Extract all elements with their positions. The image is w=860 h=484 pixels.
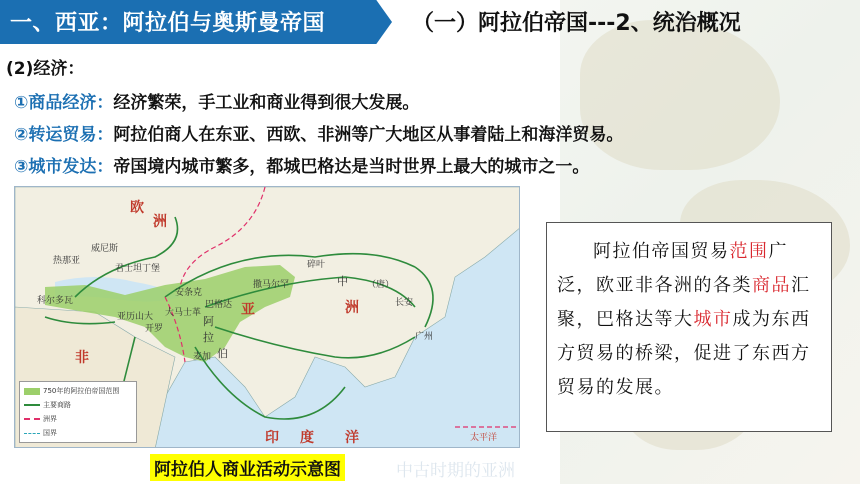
city-genoa: 热那亚 bbox=[53, 256, 81, 266]
summary-text: 阿拉伯帝国贸易 bbox=[593, 241, 730, 262]
section-label: (2)经济： bbox=[6, 59, 85, 79]
header-title: 一、西亚：阿拉伯与奥斯曼帝国 bbox=[10, 11, 326, 36]
city-guangzhou: 广州 bbox=[415, 332, 434, 342]
point-body: 阿拉伯商人在东亚、西欧、非洲等广大地区从事着陆上和海洋贸易。 bbox=[113, 125, 624, 145]
map-label-asia: 洲 bbox=[345, 300, 359, 316]
city-damascus: 大马士革 bbox=[165, 308, 202, 318]
summary-text: 成为东西方贸易的桥梁，促进了东西方贸易的发展。 bbox=[557, 309, 811, 398]
city-suiye: 碎叶 bbox=[307, 260, 326, 270]
map-label-europe: 洲 bbox=[153, 214, 167, 230]
summary-textbox bbox=[546, 222, 832, 432]
highlight-range: 范围 bbox=[729, 241, 769, 262]
trade-map bbox=[14, 186, 520, 448]
point-body: 帝国境内城市繁多，都城巴格达是当时世界上最大的城市之一。 bbox=[113, 157, 590, 177]
point-commodity-economy bbox=[14, 88, 419, 113]
map-caption: 阿拉伯人商业活动示意图 bbox=[150, 454, 345, 481]
map-label-arabia: 伯 bbox=[217, 347, 228, 360]
city-mecca: 麦加 bbox=[193, 352, 212, 362]
map-label-china: 中 bbox=[337, 275, 348, 288]
highlight-city: 城市 bbox=[693, 309, 733, 330]
map-label-africa: 非 bbox=[75, 350, 89, 366]
faded-caption: 中古时期的亚洲 bbox=[396, 461, 515, 481]
map-label-arabia: 拉 bbox=[203, 331, 214, 344]
summary-text: 广泛，欧亚非各洲的各类 bbox=[557, 241, 788, 296]
point-urban-development bbox=[14, 152, 589, 177]
legend-empire: 750年的阿拉伯帝国范围 bbox=[43, 387, 120, 395]
point-title: ③城市发达： bbox=[14, 157, 114, 177]
city-venice: 威尼斯 bbox=[91, 244, 119, 254]
map-label-indian-ocean: 印 bbox=[265, 430, 279, 446]
map-legend bbox=[19, 381, 137, 443]
header-subtitle: （一）阿拉伯帝国---2、统治概况 bbox=[412, 11, 741, 36]
map-label-tang: （唐） bbox=[367, 280, 395, 290]
legend-trade-route: 主要商路 bbox=[43, 401, 71, 409]
legend-national-border: 国界 bbox=[43, 429, 57, 437]
point-body: 经济繁荣，手工业和商业得到很大发展。 bbox=[113, 93, 420, 113]
point-title: ②转运贸易： bbox=[14, 125, 114, 145]
point-title: ①商品经济： bbox=[14, 93, 114, 113]
map-label-pacific: 太平洋 bbox=[470, 433, 498, 443]
map-label-arabia: 阿 bbox=[203, 315, 214, 328]
city-cairo: 开罗 bbox=[145, 324, 164, 334]
highlight-goods: 商品 bbox=[752, 275, 791, 296]
map-label-indian-ocean: 洋 bbox=[345, 430, 359, 446]
map-label-asia: 亚 bbox=[241, 302, 255, 318]
city-constantinople: 君士坦丁堡 bbox=[115, 264, 161, 274]
point-transit-trade bbox=[14, 120, 623, 145]
city-alexandria: 亚历山大 bbox=[117, 312, 154, 322]
legend-continent-border: 洲界 bbox=[43, 415, 57, 423]
city-samarkand: 撒马尔罕 bbox=[253, 280, 290, 290]
map-label-indian-ocean: 度 bbox=[300, 430, 314, 446]
summary-text: 汇聚，巴格达等大 bbox=[557, 275, 811, 330]
city-cordoba: 科尔多瓦 bbox=[37, 296, 74, 306]
map-label-europe: 欧 bbox=[130, 200, 144, 216]
city-baghdad: 巴格达 bbox=[205, 300, 233, 310]
city-antioch: 安条克 bbox=[175, 288, 203, 298]
city-changan: 长安 bbox=[395, 298, 414, 308]
